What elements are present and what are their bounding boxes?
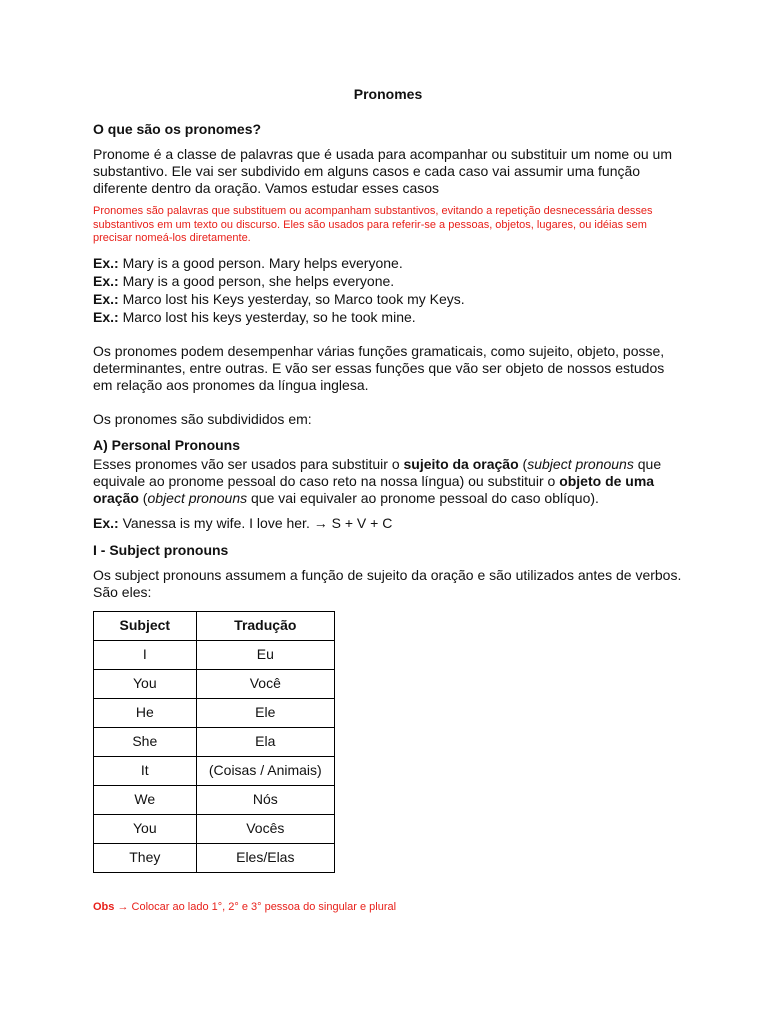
example-text: Marco lost his Keys yesterday, so Marco took my Keys.: [118, 290, 465, 307]
cell-translation: Ele: [196, 698, 334, 727]
obs-label: Obs: [93, 900, 115, 913]
cell-subject: We: [94, 785, 197, 814]
functions-paragraph: Os pronomes podem desempenhar várias funções gramaticais, como sujeito, objeto, posse, determinantes, entre outras. E vão ser essas funções que vão ser objeto de nossos estudos em relação aos pronomes da língua inglesa.: [93, 342, 665, 393]
personal-example-line: [93, 515, 683, 532]
table-row: [94, 785, 335, 814]
example-label: Ex.:: [93, 514, 119, 531]
italic-term: subject pronouns: [527, 455, 634, 472]
example-line: [93, 308, 683, 326]
cell-subject: He: [94, 698, 197, 727]
cell-subject: You: [94, 814, 197, 843]
table-row: [94, 640, 335, 669]
text-run: (: [138, 489, 148, 506]
intro-paragraph: Pronome é a classe de palavras que é usada para acompanhar ou substituir um nome ou um substantivo. Ele vai ser subdivido em alguns casos e cada caso vai assumir uma função diferente dentro da oração. Vamos estudar esses casos: [93, 146, 673, 196]
table-row: [94, 843, 335, 872]
example-label: Ex.:: [93, 254, 119, 271]
obs-text: → Colocar ao lado 1°, 2° e 3° pessoa do singular e plural: [114, 900, 397, 913]
example-line: [93, 290, 683, 308]
cell-translation: Vocês: [196, 814, 334, 843]
cell-translation: Você: [196, 669, 334, 698]
text-run: que vai equivaler ao pronome pessoal do caso oblíquo).: [247, 489, 599, 506]
example-text: Mary is a good person, she helps everyone.: [118, 272, 395, 289]
column-header-translation: Tradução: [196, 611, 334, 640]
document-page: [93, 86, 683, 916]
cell-translation: Eu: [196, 640, 334, 669]
section-heading-what-are-pronouns: O que são os pronomes?: [93, 121, 262, 137]
personal-pronouns-heading: A) Personal Pronouns: [93, 436, 241, 453]
cell-subject: I: [94, 640, 197, 669]
table-header-row: [94, 611, 335, 640]
column-header-subject: Subject: [94, 611, 197, 640]
example-line: [93, 272, 683, 290]
text-run: Esses pronomes vão ser usados para substituir o: [93, 455, 404, 472]
cell-subject: It: [94, 756, 197, 785]
table-row: [94, 669, 335, 698]
cell-subject: They: [94, 843, 197, 872]
cell-translation: Eles/Elas: [196, 843, 334, 872]
examples-block: [93, 254, 683, 326]
text-run: (: [518, 455, 528, 472]
table-row: [94, 727, 335, 756]
definition-note: Pronomes são palavras que substituem ou acompanham substantivos, evitando a repetição desnecessária desses substantivos em um texto ou discurso. Eles são usados para referir-se a pessoas, objetos, lugares, ou idéias sem precisar nomeá-los diretamente.: [93, 205, 653, 244]
table-row: [94, 756, 335, 785]
cell-translation: Ela: [196, 727, 334, 756]
page-title: Pronomes: [353, 86, 423, 102]
obs-note: [93, 899, 683, 916]
cell-translation: (Coisas / Animais): [196, 756, 334, 785]
example-label: Ex.:: [93, 272, 119, 289]
example-text: Vanessa is my wife. I love her. → S + V + C: [118, 514, 393, 531]
bold-term: objeto de uma oração: [93, 472, 655, 506]
cell-subject: You: [94, 669, 197, 698]
subdivision-paragraph: Os pronomes são subdivididos em:: [93, 410, 312, 427]
bold-term: sujeito da oração: [403, 455, 519, 472]
subject-pronouns-heading: I - Subject pronouns: [93, 541, 229, 558]
example-label: Ex.:: [93, 308, 119, 325]
cell-translation: Nós: [196, 785, 334, 814]
example-text: Mary is a good person. Mary helps everyone.: [118, 254, 403, 271]
cell-subject: She: [94, 727, 197, 756]
personal-pronouns-paragraph: [93, 456, 683, 507]
example-text: Marco lost his keys yesterday, so he took mine.: [118, 308, 416, 325]
italic-term: object pronouns: [147, 489, 248, 506]
example-line: [93, 254, 683, 272]
example-label: Ex.:: [93, 290, 119, 307]
table-row: [94, 698, 335, 727]
table-row: [94, 814, 335, 843]
text-run: que equivale ao pronome pessoal do caso reto na nossa língua) ou substituir o: [93, 455, 662, 489]
subject-pronouns-paragraph: Os subject pronouns assumem a função de sujeito da oração e são utilizados antes de verbos. São eles:: [93, 566, 682, 600]
subject-pronouns-table: [93, 611, 335, 873]
